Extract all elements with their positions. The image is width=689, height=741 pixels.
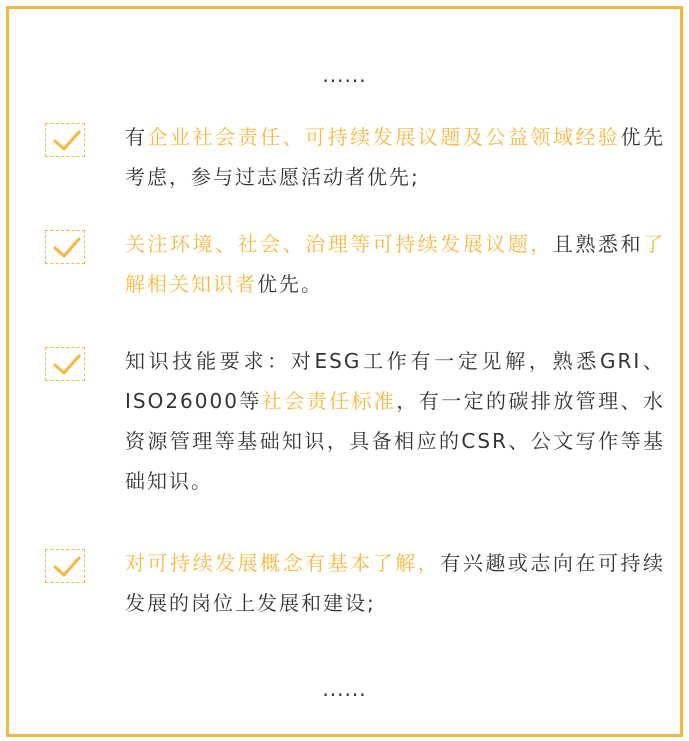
checkbox — [45, 123, 85, 157]
text-segment: 有兴趣或志向在可持续发展的岗位上发展和建设; — [125, 551, 666, 615]
checkbox — [45, 347, 85, 381]
text-segment: 有 — [125, 125, 148, 149]
ellipsis-bottom: ...... — [322, 677, 367, 701]
highlight-segment: 社会责任标准 — [261, 389, 397, 413]
highlight-segment: 关注环境、社会、治理等可持续发展议题， — [125, 232, 553, 256]
item-text — [125, 543, 665, 623]
item-text — [125, 341, 665, 501]
checkmark-icon — [50, 126, 84, 156]
text-segment: 优先。 — [257, 272, 323, 296]
checkmark-icon — [50, 350, 84, 380]
highlight-segment: 对可持续发展概念有基本了解， — [125, 551, 441, 575]
checkbox — [45, 230, 85, 264]
text-segment: 且熟悉和 — [552, 232, 644, 256]
text-segment: ，有一定的碳排放管理、水资源管理等基础知识，具备相应的CSR、公文写作等基础知识。 — [125, 389, 666, 493]
item-text — [125, 117, 665, 197]
text-segment: 知识技能要求：对ESG工作有一定见解，熟悉GRI、ISO26000等 — [125, 349, 665, 413]
checkmark-icon — [50, 233, 84, 263]
highlight-segment: 企业社会责任、可持续发展议题及公益领域经验 — [147, 125, 621, 149]
checkmark-icon — [50, 552, 84, 582]
highlight-segment: 了解相关知识者 — [125, 232, 666, 296]
ellipsis-top: ...... — [322, 63, 367, 87]
checkbox — [45, 549, 85, 583]
content-frame — [6, 6, 683, 737]
text-segment: 优先考虑，参与过志愿活动者优先; — [125, 125, 666, 189]
item-text — [125, 224, 665, 304]
